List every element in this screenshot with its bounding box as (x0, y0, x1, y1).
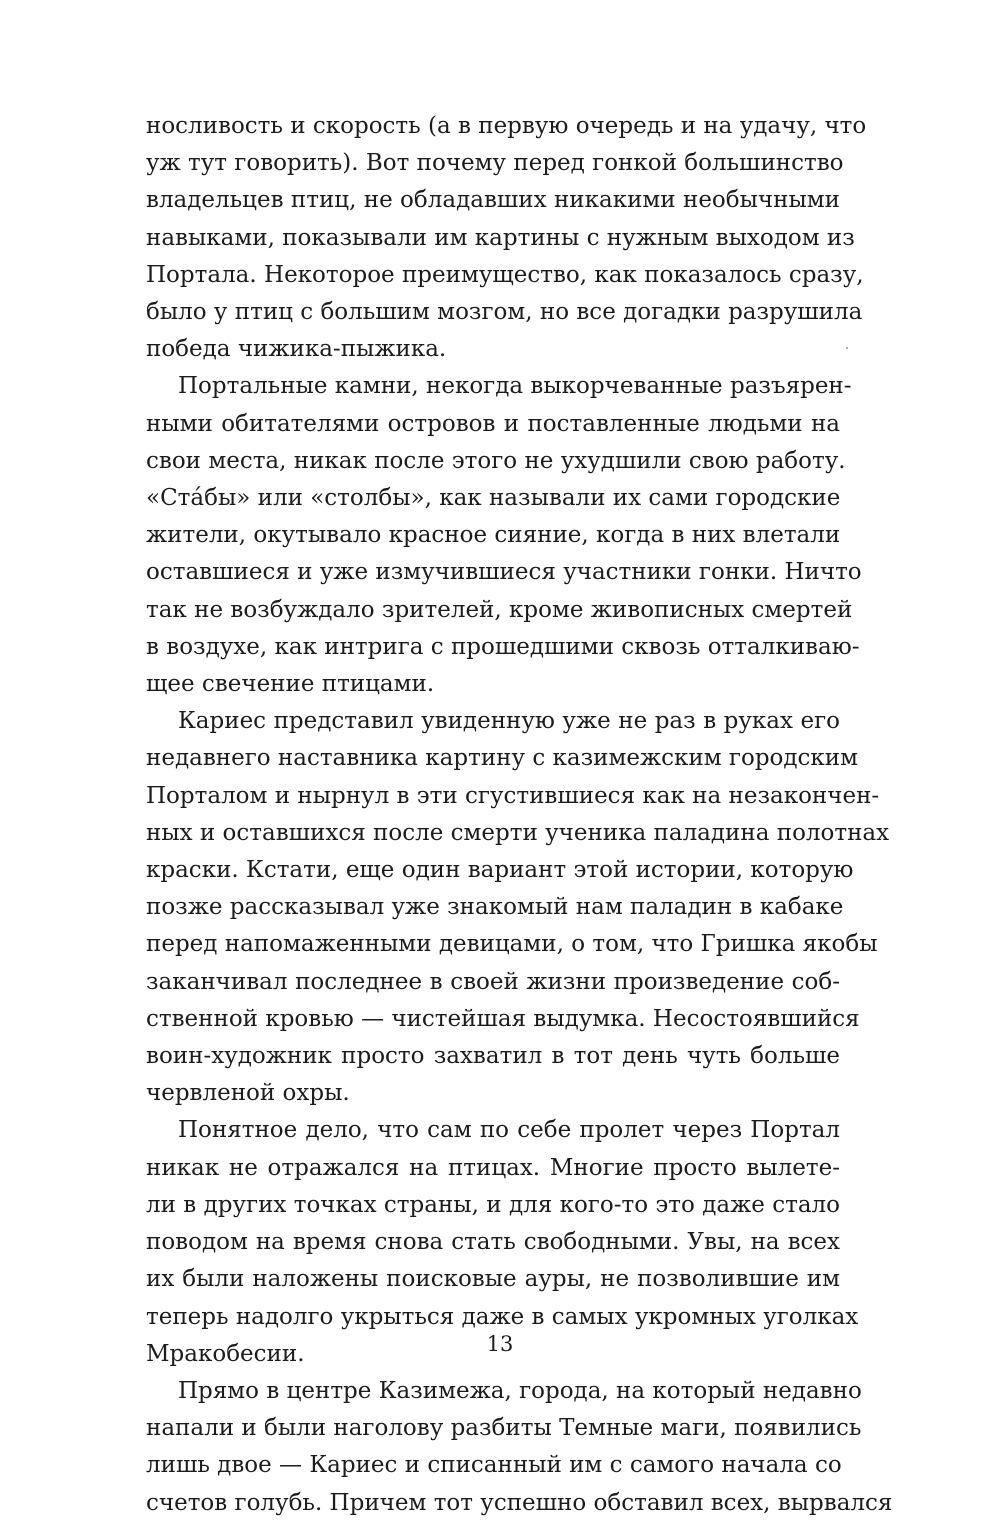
page-number: 13 (486, 1332, 514, 1356)
text-line: Порталом и нырнул в эти сгустившиеся как на незакончен- (146, 782, 880, 809)
text-line: Портальные камни, некогда выкорчеванные разъярен- (178, 373, 852, 400)
paragraph (146, 703, 890, 1112)
book-page-text (146, 108, 893, 1522)
text-line: носливость и скорость (а в первую очередь и на удачу, что (146, 113, 867, 139)
text-line: лишь двое — Кариес и списанный им с самого начала со (146, 1452, 842, 1479)
text-line: Понятное дело, что сам по себе пролет через Портал (178, 1117, 840, 1144)
text-line: недавнего наставника картину с казимежским городским (146, 745, 859, 772)
text-line: счетов голубь. Причем тот успешно обставил всех, вырвался (146, 1489, 893, 1516)
text-line: Мракобесии. (146, 1340, 305, 1367)
text-line: победа чижика-пыжика. (146, 336, 447, 363)
text-line: Прямо в центре Казимежа, города, на который недавно (178, 1377, 862, 1404)
text-line: червленой охры. (146, 1080, 350, 1107)
text-line: ли в других точках страны, и для кого-то это даже стало (146, 1191, 840, 1218)
text-line: в воздухе, как интрига с прошедшими сквозь отталкиваю- (146, 633, 860, 660)
text-line: оставшиеся и уже измучившиеся участники гонки. Ничто (146, 559, 862, 586)
text-line: навыками, показывали им картины с нужным выходом из (146, 224, 855, 251)
text-line: воин-художник просто захватил в тот день чуть больше (146, 1043, 840, 1070)
text-line: никак не отражался на птицах. Многие просто вылете- (146, 1154, 840, 1181)
text-line: «Ста́бы» или «столбы», как называли их сами городские (146, 485, 841, 512)
text-line: заканчивал последнее в своей жизни произведение соб- (146, 968, 840, 995)
text-line: краски. Кстати, еще один вариант этой истории, которую (146, 857, 854, 884)
paragraph (146, 108, 867, 368)
text-line: позже рассказывал уже знакомый нам паладин в кабаке (146, 894, 844, 921)
text-line: Портала. Некоторое преимущество, как показалось сразу, (146, 261, 864, 288)
text-line: теперь надолго укрыться даже в самых укромных уголках (146, 1303, 859, 1330)
text-line: уж тут говорить). Вот почему перед гонкой большинство (146, 150, 844, 177)
scan-speck (846, 347, 848, 349)
text-line: поводом на время снова стать свободными. Увы, на всех (146, 1229, 840, 1256)
text-line: свои места, никак после этого не ухудшили свою работу. (146, 447, 846, 474)
text-line: напали и были наголову разбиты Темные маги, появились (146, 1415, 862, 1442)
text-line: их были наложены поисковые ауры, не позволившие им (146, 1266, 840, 1293)
text-line: было у птиц с большим мозгом, но все догадки разрушила (146, 299, 863, 326)
paragraph (146, 368, 862, 703)
text-line: так не возбуждало зрителей, кроме живописных смертей (146, 596, 853, 623)
text-line: перед напомаженными девицами, о том, что Гришка якобы (146, 931, 878, 958)
text-line: ственной кровью — чистейшая выдумка. Несостоявшийся (146, 1005, 860, 1032)
text-line: Кариес представил увиденную уже не раз в руках его (178, 708, 840, 735)
paragraph (146, 1373, 893, 1522)
text-line: щее свечение птицами. (146, 671, 435, 698)
text-line: владельцев птиц, не обладавших никакими необычными (146, 187, 840, 214)
text-line: ных и оставшихся после смерти ученика паладина полотнах (146, 819, 890, 846)
text-line: жители, окутывало красное сияние, когда в них влетали (146, 522, 841, 549)
text-line: ными обитателями островов и поставленные людьми на (146, 410, 840, 437)
